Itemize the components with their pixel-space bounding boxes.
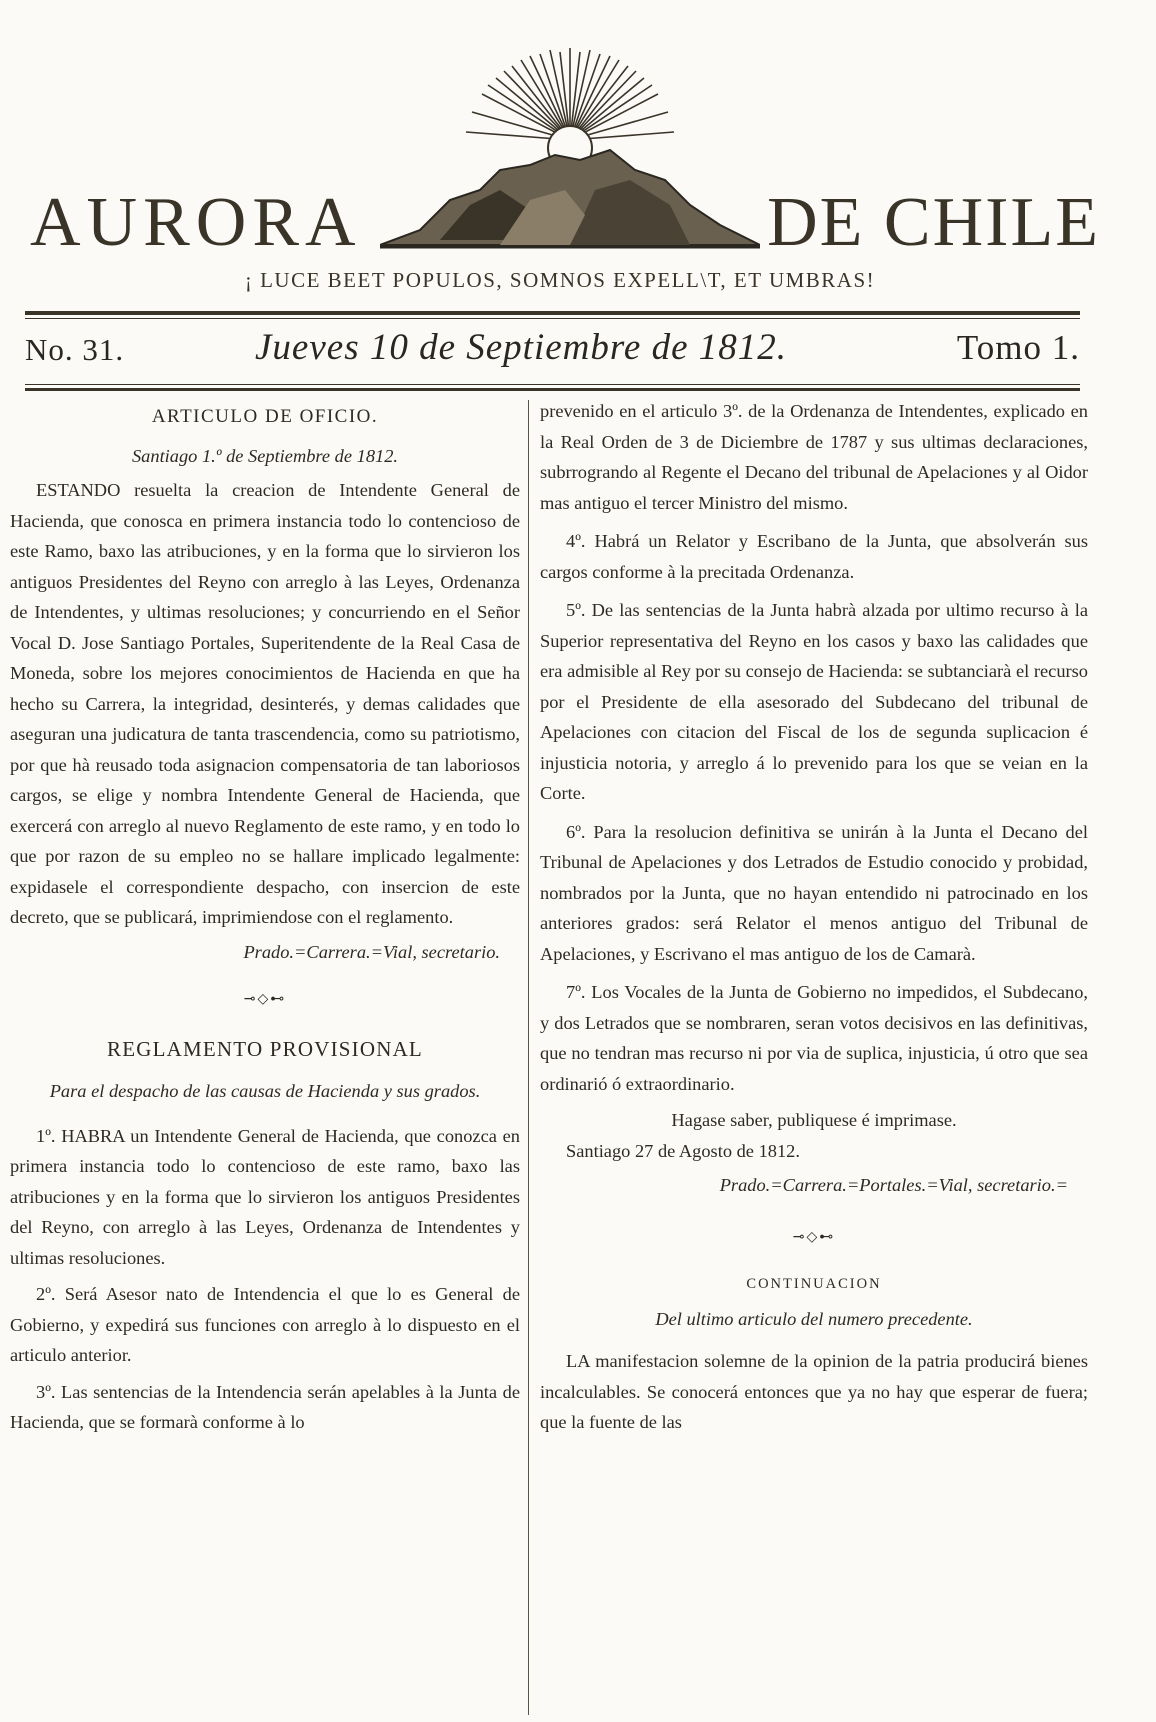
right-column bbox=[540, 402, 1088, 1438]
continuacion-subtitle: Del ultimo articulo del numero precedente. bbox=[655, 1308, 973, 1329]
continuacion-body: LA manifestacion solemne de la opinion de la patria producirá bienes incalculables. Se conocerá entonces que ya no hay que esperar de fuera; que la fuente de las bbox=[540, 1351, 1088, 1432]
issue-date: Jueves 10 de Septiembre de 1812. bbox=[255, 327, 788, 368]
sunrise-mountain-emblem bbox=[380, 40, 760, 255]
issue-number: No. 31. bbox=[25, 332, 125, 367]
issue-tomo: Tomo 1. bbox=[956, 328, 1080, 367]
dateline: Santiago 1.º de Septiembre de 1812. bbox=[131, 445, 399, 466]
masthead bbox=[20, 40, 1100, 292]
left-column bbox=[10, 402, 520, 1438]
motto: ¡ LUCE BEET POPULOS, SOMNOS EXPELL\T, ET UMBRAS! bbox=[244, 268, 876, 292]
article-1: 1º. HABRA un Intendente General de Hacienda, que conozca en primera instancia todo lo contencioso de este ramo, baxo las atribuciones y en la forma que lo sirvieron los antiguos Presidentes del Reyno, con arreglo à las Leyes, Ordenanza de Intendentes y ultimas resoluciones. bbox=[10, 1125, 520, 1268]
article-3-continued: prevenido en el articulo 3º. de la Ordenanza de Intendentes, explicado en la Real Orden de 3 de Diciembre de 1787 y sus ultimas declaraciones, subrrogrando al Regente el Decano del tribunal de Apelaciones y al Oidor mas antiguo el tercer Ministro del mismo. bbox=[540, 401, 1088, 513]
decree-signature: Prado.=Carrera.=Vial, secretario. bbox=[243, 941, 500, 962]
heading-reglamento: REGLAMENTO PROVISIONAL bbox=[107, 1036, 423, 1061]
rule-mid-thick bbox=[25, 388, 1080, 391]
closing-publish: Hagase saber, publiquese é imprimase. bbox=[671, 1110, 957, 1130]
heading-articulo-oficio: ARTICULO DE OFICIO. bbox=[151, 406, 379, 427]
rule-mid-thin bbox=[25, 384, 1080, 385]
title-de-chile: DE CHILE bbox=[767, 184, 1100, 261]
decree-body: ESTANDO resuelta la creacion de Intendente General de Hacienda, que conosca en primera instancia todo lo contencioso de este Ramo, baxo las atribuciones, y en la forma que lo sirvieron los antiguos Presidentes del Reyno con arreglo à las Leyes, Ordenanza de Intendentes, y ultimas resoluciones; y concurriendo en el Señor Vocal D. Jose Santiago Portales, Superitendente de la Real Casa de Moneda, sobre los mejores conocimientos de Hacienda en que ha hecho su Carrera, la integridad, desinterés, y demas calidades que aseguran una judicatura de tanta trascendencia, como su patriotismo, por que hà reusado toda asignacion compensatoria de tan laboriosos cargos, se elige y nombra Intendente General de Hacienda, que exercerá con arreglo al nuevo Reglamento de este ramo, y en todo lo que por razon de su empleo no se hallare implicado legalmente: expidasele el correspondiente despacho, con insercion de este decreto, que se publicará, imprimiendose con el reglamento. bbox=[10, 480, 520, 927]
closing-date: Santiago 27 de Agosto de 1812. bbox=[566, 1140, 800, 1161]
column-divider bbox=[528, 400, 529, 1715]
reglamento-signature: Prado.=Carrera.=Portales.=Vial, secretario.= bbox=[719, 1175, 1068, 1195]
rule-top-thin bbox=[25, 318, 1080, 319]
article-3: 3º. Las sentencias de la Intendencia serán apelables à la Junta de Hacienda, que se formarà conforme à lo bbox=[10, 1381, 520, 1432]
reglamento-subtitle: Para el despacho de las causas de Hacienda y sus grados. bbox=[49, 1081, 481, 1101]
ornament-divider: ⊸◇⊷ bbox=[243, 992, 287, 1007]
article-4: 4º. Habrá un Relator y Escribano de la Junta, que absolverán sus cargos conforme à la precitada Ordenanza. bbox=[540, 531, 1088, 582]
issue-line bbox=[25, 326, 1080, 372]
article-6: 6º. Para la resolucion definitiva se unirán à la Junta el Decano del Tribunal de Apelaciones y dos Letrados de Estudio conocido y probidad, nombrados por la Junta, que no hayan entendido ni patrocinado en los anteriores grados: será Relator el menos antiguo del Tribunal de Apelaciones, y Escrivano el mas antiguo de los de Camarà. bbox=[540, 821, 1088, 964]
rule-top-thick bbox=[25, 311, 1080, 315]
ornament-divider-right: ⊸◇⊷ bbox=[792, 1229, 836, 1245]
article-5: 5º. De las sentencias de la Junta habrà alzada por ultimo recurso à la Superior representativa del Reyno en los casos y baxo las calidades que era admisible al Rey por su consejo de Hacienda: se subtanciarà el recurso por el Presidente de ella asesorado del Subdecano del tribunal de Apelaciones con citacion del Fiscal de los de segunda suplicacion é injusticia notoria, y arreglo á lo prevenido para los que se veian en la Corte. bbox=[540, 600, 1088, 803]
title-aurora: AURORA bbox=[30, 184, 362, 261]
article-7: 7º. Los Vocales de la Junta de Gobierno no impedidos, el Subdecano, y dos Letrados que se nombraren, seran votos decisivos en las definitivas, que no tendran mas recurso ni por via de suplica, injusticia, ú otro que sea ordinarió ó extraordinario. bbox=[540, 982, 1088, 1094]
heading-continuacion: CONTINUACION bbox=[746, 1276, 882, 1292]
article-2: 2º. Será Asesor nato de Intendencia el que lo es General de Gobierno, y expedirá sus funciones con arreglo à lo dispuesto en el articulo anterior. bbox=[10, 1284, 520, 1365]
